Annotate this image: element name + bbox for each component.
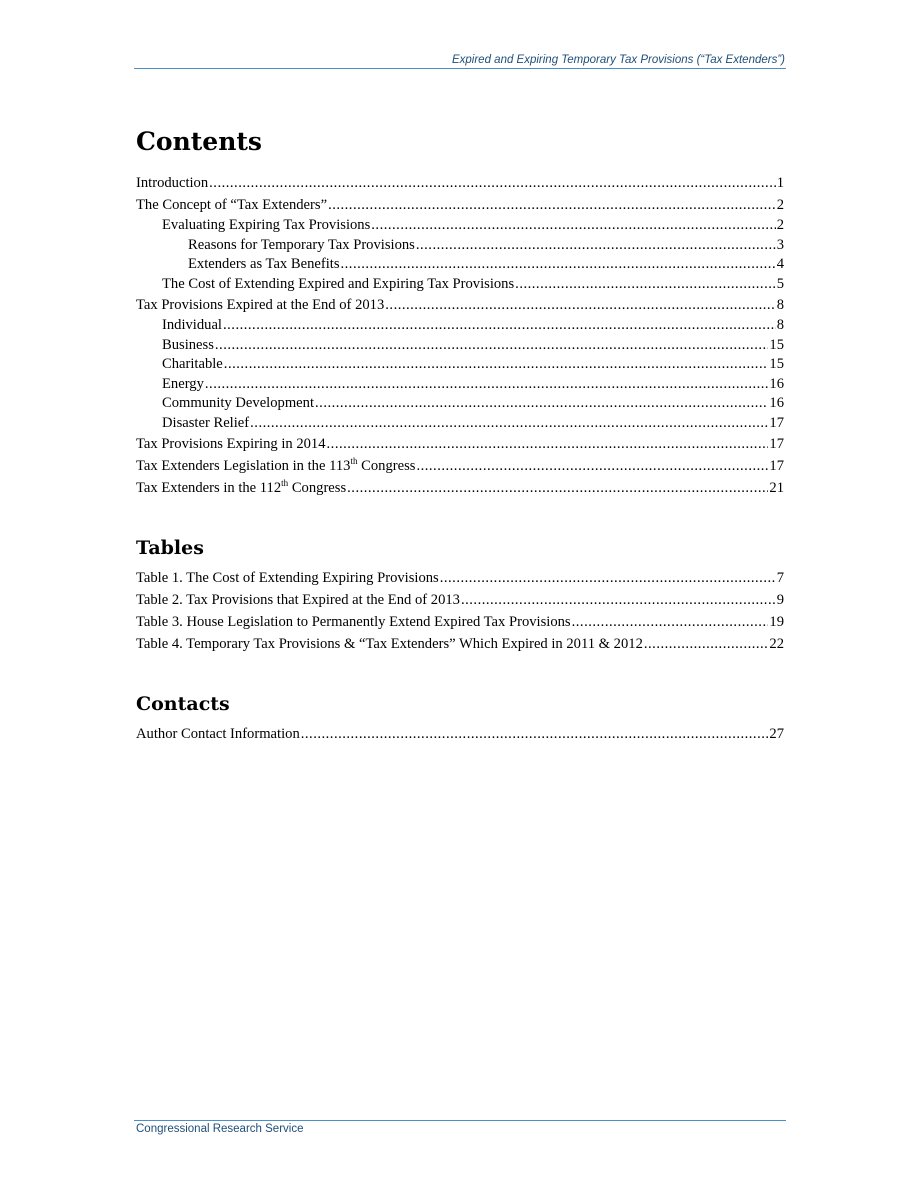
dot-leader	[644, 633, 769, 655]
toc-entry-112th[interactable]	[136, 477, 784, 499]
dot-leader	[301, 723, 769, 745]
toc-entry-label: Disaster Relief	[162, 414, 250, 431]
toc-entry-individual[interactable]	[136, 316, 784, 336]
dot-leader	[224, 355, 769, 375]
toc-entry-page: 22	[769, 636, 784, 652]
toc-entry-label: Table 2. Tax Provisions that Expired at the End of 2013	[136, 592, 460, 608]
toc-entry-table-4[interactable]	[136, 633, 784, 655]
toc-entry-expired-2013[interactable]	[136, 294, 784, 316]
contents-heading: Contents	[136, 127, 263, 156]
dot-leader	[416, 455, 768, 477]
dot-leader	[205, 375, 769, 395]
toc-entry-label: Extenders as Tax Benefits	[188, 256, 340, 272]
toc-entry-label: Table 4. Temporary Tax Provisions & “Tax Extenders” Which Expired in 2011 & 2012	[136, 636, 643, 652]
toc-entry-label: Tax Extenders in the 112th Congress	[136, 478, 347, 496]
toc-entry-page: 8	[776, 317, 784, 333]
toc-entry-label: Energy	[162, 375, 204, 392]
toc-entry-page: 7	[776, 570, 784, 586]
toc-entry-table-2[interactable]	[136, 589, 784, 611]
toc-entry-page: 8	[776, 297, 784, 313]
toc-entry-page: 16	[769, 395, 784, 411]
tables-heading: Tables	[136, 537, 204, 559]
dot-leader	[223, 316, 776, 336]
toc-entry-label: Community Development	[162, 395, 315, 411]
dot-leader	[371, 216, 775, 236]
toc-entry-page: 5	[776, 275, 784, 292]
toc-entry-label: Business	[162, 336, 214, 353]
toc-entry-label: Evaluating Expiring Tax Provisions	[162, 217, 371, 233]
toc-entry-label: The Cost of Extending Expired and Expiring Tax Provisions	[162, 275, 515, 292]
toc-entry-disaster[interactable]	[136, 414, 784, 434]
toc-entry-label: Tax Provisions Expiring in 2014	[136, 436, 326, 452]
toc-entry-label: Author Contact Information	[136, 726, 300, 742]
toc-entry-business[interactable]	[136, 336, 784, 356]
toc-entry-page: 16	[769, 375, 784, 392]
dot-leader	[572, 611, 769, 633]
toc-entry-evaluating[interactable]	[136, 216, 784, 236]
toc-entry-label: Table 3. House Legislation to Permanently Extend Expired Tax Provisions	[136, 614, 571, 630]
dot-leader	[327, 433, 769, 455]
dot-leader	[315, 394, 768, 414]
toc-entry-label: Charitable	[162, 356, 223, 372]
toc-entry-label: Introduction	[136, 175, 209, 191]
toc-entry-page: 9	[776, 592, 784, 608]
toc-entry-page: 17	[769, 458, 784, 474]
toc-entry-page: 21	[769, 480, 784, 496]
toc-entry-page: 17	[769, 436, 784, 452]
contacts-heading: Contacts	[136, 693, 230, 715]
toc-entry-author-contact[interactable]	[136, 723, 784, 745]
running-header: Expired and Expiring Temporary Tax Provisions (“Tax Extenders”)	[451, 54, 785, 66]
dot-leader	[250, 414, 768, 434]
toc-entry-page: 1	[776, 175, 784, 191]
toc-entry-label: The Concept of “Tax Extenders”	[136, 197, 328, 213]
toc-entry-cost[interactable]	[136, 275, 784, 295]
toc-entry-community[interactable]	[136, 394, 784, 414]
toc-entry-concept[interactable]	[136, 194, 784, 216]
toc-entry-page: 4	[776, 256, 784, 272]
toc-entry-page: 3	[776, 236, 784, 253]
toc-entry-charitable[interactable]	[136, 355, 784, 375]
toc-entry-label: Tax Provisions Expired at the End of 2013	[136, 297, 385, 313]
toc-entry-expiring-2014[interactable]	[136, 433, 784, 455]
toc-entry-page: 2	[776, 197, 784, 213]
toc-entry-energy[interactable]	[136, 375, 784, 395]
dot-leader	[385, 294, 775, 316]
toc-entry-page: 27	[769, 726, 784, 742]
dot-leader	[347, 477, 768, 499]
toc-entry-table-3[interactable]	[136, 611, 784, 633]
footer-rule	[134, 1120, 786, 1121]
toc-entry-reasons[interactable]	[136, 236, 784, 256]
toc-entry-page: 17	[769, 414, 784, 431]
contents-list	[136, 172, 784, 499]
toc-entry-page: 15	[769, 336, 784, 353]
toc-entry-page: 19	[769, 614, 784, 630]
dot-leader	[215, 336, 769, 356]
dot-leader	[341, 255, 776, 275]
dot-leader	[416, 236, 776, 256]
toc-entry-113th[interactable]	[136, 455, 784, 477]
toc-entry-introduction[interactable]	[136, 172, 784, 194]
toc-body	[136, 126, 784, 745]
dot-leader	[515, 275, 776, 295]
toc-entry-label: Tax Extenders Legislation in the 113th Congress	[136, 456, 416, 474]
tables-list	[136, 567, 784, 655]
dot-leader	[440, 567, 776, 589]
toc-entry-extenders-benefits[interactable]	[136, 255, 784, 275]
toc-entry-table-1[interactable]	[136, 567, 784, 589]
toc-entry-page: 2	[776, 217, 784, 233]
toc-entry-label: Table 1. The Cost of Extending Expiring Provisions	[136, 570, 439, 586]
toc-entry-label: Individual	[162, 317, 222, 333]
dot-leader	[209, 172, 776, 194]
dot-leader	[328, 194, 776, 216]
contacts-list	[136, 723, 784, 745]
toc-entry-label: Reasons for Temporary Tax Provisions	[188, 236, 415, 253]
toc-entry-page: 15	[769, 356, 784, 372]
header-rule	[134, 68, 786, 69]
footer-org: Congressional Research Service	[136, 1123, 304, 1135]
dot-leader	[461, 589, 776, 611]
